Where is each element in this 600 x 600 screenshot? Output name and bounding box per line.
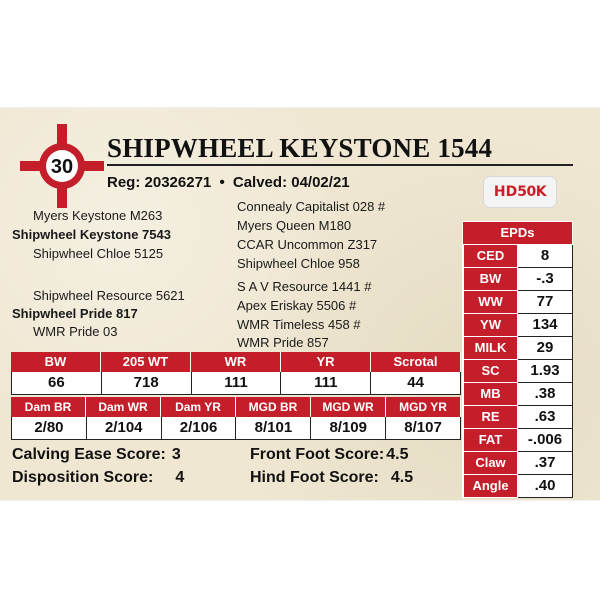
weights-header: WR — [191, 352, 281, 372]
dam-records-value: 2/80 — [11, 417, 87, 440]
epd-row — [462, 475, 573, 498]
epd-row — [462, 314, 573, 337]
epd-label: CED — [463, 245, 518, 268]
epd-row — [462, 429, 573, 452]
weights-value: 111 — [281, 372, 371, 395]
epd-value: .40 — [518, 475, 573, 498]
disposition-label: Disposition Score: — [12, 469, 154, 486]
weights-table — [11, 352, 461, 395]
epd-value: .37 — [518, 452, 573, 475]
weights-value: 44 — [371, 372, 461, 395]
epd-row — [462, 337, 573, 360]
epd-label: MILK — [463, 337, 518, 360]
separator-dot: • — [219, 174, 225, 191]
logo-50k: 50K — [517, 184, 547, 200]
pedigree-ss-sire: Connealy Capitalist 028 # — [237, 199, 386, 214]
epd-value: .63 — [518, 406, 573, 429]
dam-records-header: Dam BR — [11, 397, 86, 417]
disposition-value: 4 — [175, 469, 185, 486]
front-foot-value: 4.5 — [386, 446, 409, 463]
dam-records-header: MGD YR — [386, 397, 461, 417]
reg-number: 20326271 — [144, 174, 212, 191]
weights-value: 111 — [192, 372, 282, 395]
epd-table — [462, 221, 573, 498]
pedigree-sire-dam: Shipwheel Chloe 5125 — [33, 246, 164, 261]
weights-value: 66 — [11, 372, 102, 395]
dam-records-value: 8/107 — [386, 417, 461, 440]
weights-value: 718 — [102, 372, 192, 395]
epd-row — [462, 291, 573, 314]
dam-records-value: 8/101 — [236, 417, 311, 440]
registration-line — [107, 174, 350, 191]
pedigree-dam-dam: WMR Pride 03 — [33, 324, 118, 339]
epd-label: FAT — [463, 429, 518, 452]
front-foot-score — [250, 446, 408, 464]
dam-records-header-row — [11, 397, 461, 417]
weights-header: YR — [281, 352, 371, 372]
epd-row — [462, 360, 573, 383]
calved-label: Calved: — [232, 174, 288, 191]
epd-row — [462, 268, 573, 291]
epd-label: SC — [463, 360, 518, 383]
pedigree-dd-sire: WMR Timeless 458 # — [237, 317, 361, 332]
epd-label: MB — [463, 383, 518, 406]
crosshair-lot-badge — [18, 122, 106, 210]
calved-date: 04/02/21 — [291, 174, 350, 191]
epd-label: RE — [463, 406, 518, 429]
dam-records-value: 2/106 — [162, 417, 237, 440]
epd-title: EPDs — [462, 221, 573, 245]
hd50k-logo — [483, 176, 557, 208]
pedigree-dam: Shipwheel Pride 817 — [12, 306, 138, 321]
pedigree-sire-sire: Myers Keystone M263 — [33, 208, 163, 223]
epd-row — [462, 452, 573, 475]
weights-header-row — [11, 352, 461, 372]
dam-records-value: 8/109 — [311, 417, 386, 440]
dam-records-header: MGD BR — [236, 397, 311, 417]
weights-header: Scrotal — [371, 352, 461, 372]
dam-records-value: 2/104 — [87, 417, 162, 440]
pedigree-sd-dam: Shipwheel Chloe 958 — [237, 256, 360, 271]
calving-ease-value: 3 — [171, 446, 181, 463]
logo-hd: HD — [493, 184, 518, 200]
dam-records-header: Dam YR — [161, 397, 236, 417]
weights-header: 205 WT — [101, 352, 191, 372]
disposition-score — [12, 469, 184, 487]
pedigree-ds-dam: Apex Eriskay 5506 # — [237, 298, 357, 313]
hind-foot-score — [250, 469, 413, 487]
epd-label: Angle — [463, 475, 518, 498]
reg-label: Reg: — [107, 174, 141, 191]
epd-label: BW — [463, 268, 518, 291]
weights-header: BW — [11, 352, 101, 372]
hind-foot-label: Hind Foot Score: — [250, 469, 379, 486]
epd-row — [462, 383, 573, 406]
epd-value: -.006 — [518, 429, 573, 452]
dam-records-value-row — [11, 417, 461, 440]
epd-label: WW — [463, 291, 518, 314]
epd-row — [462, 245, 573, 268]
epd-value: 134 — [518, 314, 573, 337]
pedigree-ss-dam: Myers Queen M180 — [237, 218, 352, 233]
calving-ease-score — [12, 446, 181, 464]
dam-records-header: Dam WR — [86, 397, 161, 417]
epd-value: 29 — [518, 337, 573, 360]
epd-value: .38 — [518, 383, 573, 406]
calving-ease-label: Calving Ease Score: — [12, 446, 166, 463]
epd-row — [462, 406, 573, 429]
title-divider — [107, 164, 573, 166]
hind-foot-value: 4.5 — [390, 469, 414, 486]
epd-value: -.3 — [518, 268, 573, 291]
dam-records-table — [11, 397, 461, 440]
epd-label: Claw — [463, 452, 518, 475]
pedigree-sd-sire: CCAR Uncommon Z317 — [237, 237, 378, 252]
pedigree-dd-dam: WMR Pride 857 — [237, 335, 329, 350]
pedigree-sire: Shipwheel Keystone 7543 — [12, 227, 171, 242]
pedigree-ds-sire: S A V Resource 1441 # — [237, 279, 372, 294]
epd-label: YW — [463, 314, 518, 337]
epd-value: 1.93 — [518, 360, 573, 383]
animal-name: SHIPWHEEL KEYSTONE 1544 — [107, 133, 493, 163]
pedigree-dam-sire: Shipwheel Resource 5621 — [33, 288, 185, 303]
lot-number: 30 — [50, 156, 74, 178]
front-foot-label: Front Foot Score: — [250, 446, 385, 463]
epd-value: 77 — [518, 291, 573, 314]
weights-value-row — [11, 372, 461, 395]
dam-records-header: MGD WR — [311, 397, 386, 417]
epd-value: 8 — [518, 245, 573, 268]
